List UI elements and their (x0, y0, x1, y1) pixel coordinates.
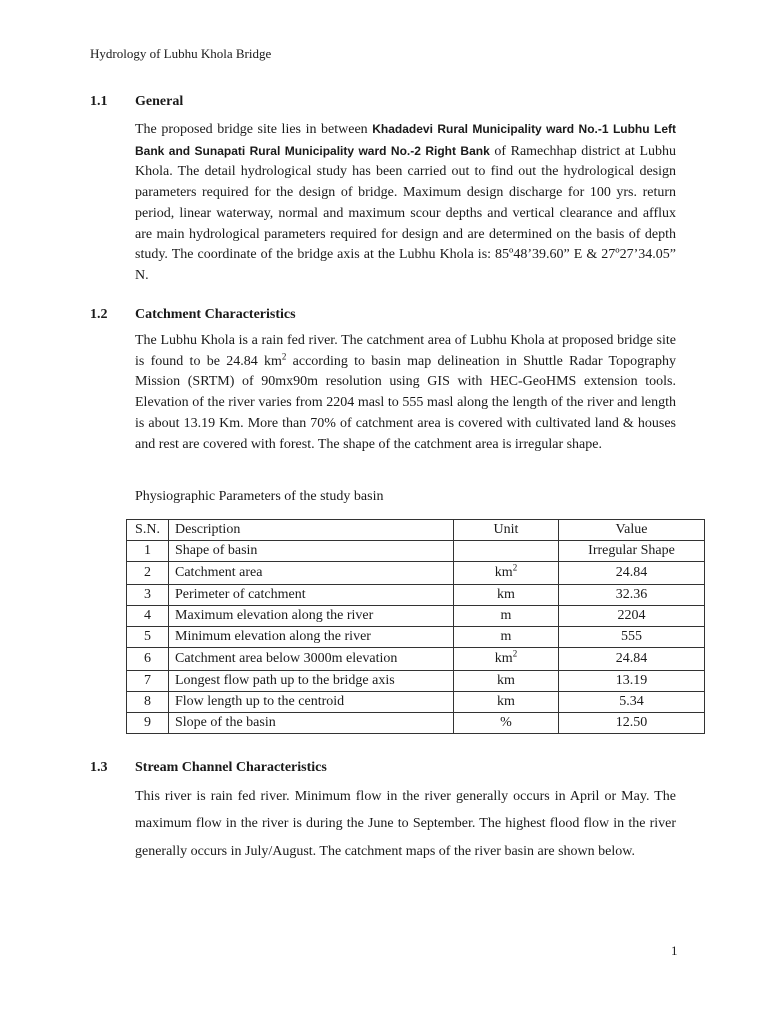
cell-sn: 3 (127, 585, 169, 606)
section-title: General (135, 94, 184, 109)
header-sn: S.N. (127, 520, 169, 541)
cell-unit (454, 541, 559, 562)
cell-description: Slope of the basin (169, 713, 454, 734)
catchment-text-start: The Lubhu Khola is a rain fed river. The catchment area of Lubhu Khola at proposed bridge site is found to be 24.84 km (135, 333, 676, 369)
cell-description: Catchment area below 3000m elevation (169, 648, 454, 671)
cell-description: Perimeter of catchment (169, 585, 454, 606)
cell-description: Maximum elevation along the river (169, 606, 454, 627)
cell-value: 24.84 (559, 562, 705, 585)
cell-value: Irregular Shape (559, 541, 705, 562)
cell-unit: m (454, 627, 559, 648)
cell-unit: $km^2$ (454, 648, 559, 671)
running-header: Hydrology of Lubhu Khola Bridge (90, 46, 272, 61)
cell-sn: 5 (127, 627, 169, 648)
table-row (127, 648, 705, 671)
section-heading-stream (90, 760, 327, 776)
cell-value: 32.36 (559, 585, 705, 606)
cell-description: Minimum elevation along the river (169, 627, 454, 648)
superscript: 2 (281, 351, 287, 362)
section-heading-catchment (90, 307, 296, 323)
cell-sn: 2 (127, 562, 169, 585)
table-caption: Physiographic Parameters of the study basin (135, 489, 384, 504)
section-number: 1.3 (90, 760, 108, 775)
cell-unit: km (454, 585, 559, 606)
section-heading-general (90, 94, 183, 110)
general-text-end: of Ramechhap district at Lubhu Khola. The detail hydrological study has been carried out to find out the hydrological design parameters required for the design of bridge. Maximum design discharge for 100 yrs. return period, linear waterway, normal and maximum scour depths and vertical clearance and afflux are main hydrological parameters required for design and are determined on the basis of depth study. The coordinate of the bridge axis at the Lubhu Khola is: 85º48’39.60” E & 27º27’34.05” N. (135, 143, 676, 283)
cell-description: Catchment area (169, 562, 454, 585)
bridge-location-highlight: Khadadevi Rural Municipality ward No.-1 Lubhu Left Bank and Sunapati Rural Municipality ward No.-2 Right Bank (135, 122, 676, 158)
cell-unit: % (454, 713, 559, 734)
table-row (127, 562, 705, 585)
page-number: 1 (671, 943, 678, 958)
table-row (127, 692, 705, 713)
cell-sn: 6 (127, 648, 169, 671)
section-title: Catchment Characteristics (135, 307, 296, 322)
table-row (127, 627, 705, 648)
cell-unit: $km^2$ (454, 562, 559, 585)
cell-unit: m (454, 606, 559, 627)
cell-value: 5.34 (559, 692, 705, 713)
header-description: Description (169, 520, 454, 541)
cell-description: Shape of basin (169, 541, 454, 562)
cell-unit: km (454, 692, 559, 713)
cell-sn: 9 (127, 713, 169, 734)
cell-value: 555 (559, 627, 705, 648)
cell-value: 2204 (559, 606, 705, 627)
cell-value: 13.19 (559, 671, 705, 692)
header-value: Value (559, 520, 705, 541)
physiographic-table (126, 519, 705, 734)
section-number: 1.1 (90, 94, 108, 109)
header-unit: Unit (454, 520, 559, 541)
cell-value: 12.50 (559, 713, 705, 734)
cell-sn: 8 (127, 692, 169, 713)
cell-unit: km (454, 671, 559, 692)
table-row (127, 671, 705, 692)
stream-paragraph: This river is rain fed river. Minimum flow in the river generally occurs in April or May. The maximum flow in the river is during the June to September. The highest flood flow in the river generally occurs in July/August. The catchment maps of the river basin are shown below. (135, 789, 676, 859)
cell-sn: 1 (127, 541, 169, 562)
cell-description: Longest flow path up to the bridge axis (169, 671, 454, 692)
section-title: Stream Channel Characteristics (135, 760, 327, 775)
table-header-row (127, 520, 705, 541)
general-text-start: The proposed bridge site lies in between (135, 122, 373, 137)
unit-superscript: 2 (512, 562, 518, 573)
unit-superscript: 2 (512, 648, 518, 659)
catchment-text-end: according to basin map delineation in Shuttle Radar Topography Mission (SRTM) of 90mx90m resolution using GIS with HEC-GeoHMS extension tools. Elevation of the river varies from 2204 masl to 555 masl along the length of the river and length is about 13.19 Km. More than 70% of catchment area is covered with cultivated land & houses and rest are covered with forest. The shape of the catchment area is irregular shape. (135, 353, 677, 452)
table-row (127, 606, 705, 627)
cell-description: Flow length up to the centroid (169, 692, 454, 713)
table-row (127, 585, 705, 606)
general-paragraph (135, 119, 676, 287)
cell-sn: 4 (127, 606, 169, 627)
table-row (127, 713, 705, 734)
section-number: 1.2 (90, 307, 108, 322)
cell-sn: 7 (127, 671, 169, 692)
catchment-paragraph (135, 331, 676, 455)
cell-value: 24.84 (559, 648, 705, 671)
table-row (127, 541, 705, 562)
